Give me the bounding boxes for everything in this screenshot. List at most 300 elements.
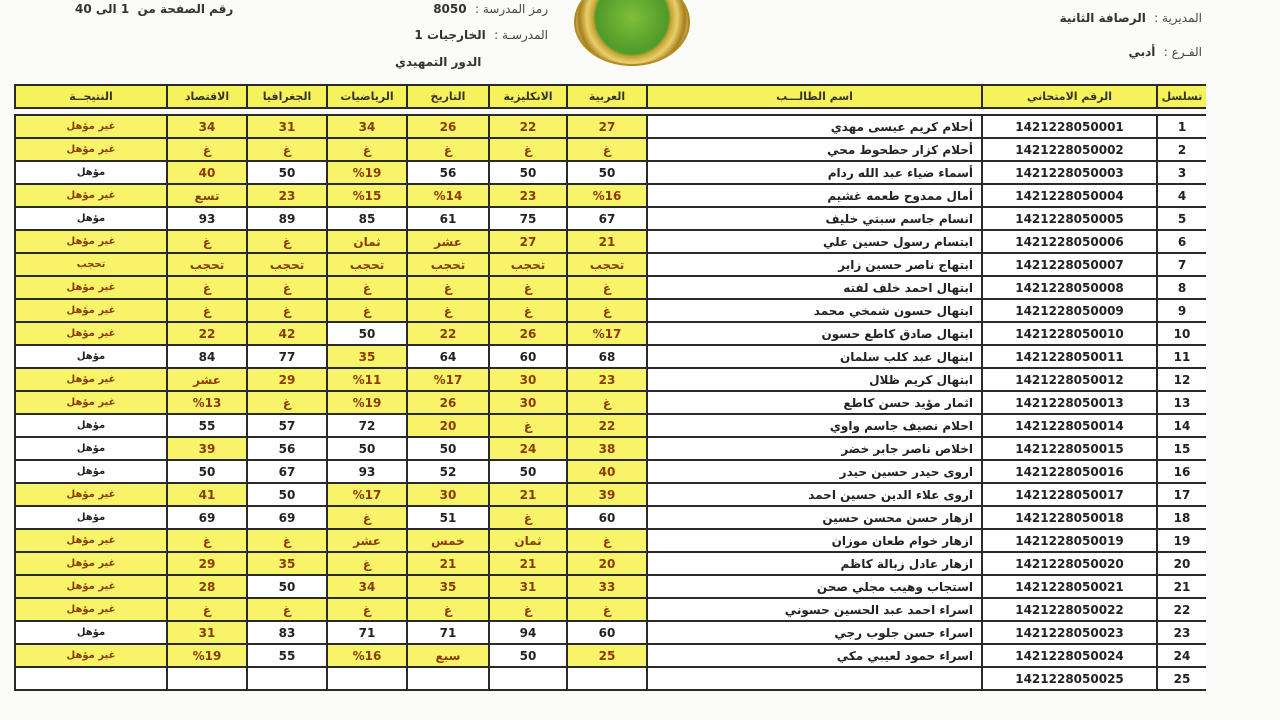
cell-english: 23 <box>489 184 567 207</box>
cell-economics: 39 <box>167 437 247 460</box>
cell-student-name: اروى حيدر حسين حيدر <box>647 460 982 483</box>
cell-english: 30 <box>489 368 567 391</box>
cell-serial: 2 <box>1157 138 1206 161</box>
cell-geography: 50 <box>247 483 327 506</box>
cell-serial: 4 <box>1157 184 1206 207</box>
cell-geography: غ <box>247 391 327 414</box>
cell-history: 71 <box>407 621 489 644</box>
directorate <box>1060 11 1202 25</box>
column-header-english: الانكليزية <box>489 85 567 108</box>
page-range <box>75 2 233 16</box>
column-header-history: التاريخ <box>407 85 489 108</box>
cell-math: 35 <box>327 345 407 368</box>
cell-arabic: غ <box>567 529 647 552</box>
cell-math: 72 <box>327 414 407 437</box>
results-table-container <box>14 84 1206 720</box>
table-row <box>15 368 1206 391</box>
cell-english <box>489 667 567 690</box>
column-header-economics: الاقتصاد <box>167 85 247 108</box>
column-header-exam-number: الرقم الامتحاني <box>982 85 1157 108</box>
cell-geography: غ <box>247 230 327 253</box>
table-row <box>15 276 1206 299</box>
cell-student-name: ازهار عادل زبالة كاظم <box>647 552 982 575</box>
cell-geography: 23 <box>247 184 327 207</box>
cell-result: مؤهل <box>15 460 167 483</box>
cell-math: 50 <box>327 437 407 460</box>
cell-english: 31 <box>489 575 567 598</box>
cell-economics: 28 <box>167 575 247 598</box>
cell-exam-number: 1421228050023 <box>982 621 1157 644</box>
cell-serial: 9 <box>1157 299 1206 322</box>
cell-geography: غ <box>247 598 327 621</box>
cell-economics: تحجب <box>167 253 247 276</box>
cell-arabic: 25 <box>567 644 647 667</box>
cell-math: عشر <box>327 529 407 552</box>
cell-student-name: ابتهال كريم ظلال <box>647 368 982 391</box>
cell-english: 22 <box>489 115 567 138</box>
cell-result: غير مؤهل <box>15 184 167 207</box>
cell-english: 30 <box>489 391 567 414</box>
cell-geography: 35 <box>247 552 327 575</box>
cell-exam-number: 1421228050017 <box>982 483 1157 506</box>
cell-english: غ <box>489 138 567 161</box>
cell-student-name: اسراء احمد عبد الحسين حسوني <box>647 598 982 621</box>
cell-serial: 8 <box>1157 276 1206 299</box>
cell-student-name: ابتهاج ناصر حسين زاير <box>647 253 982 276</box>
cell-result: مؤهل <box>15 414 167 437</box>
cell-result <box>15 667 167 690</box>
cell-exam-number: 1421228050012 <box>982 368 1157 391</box>
cell-math: %19 <box>327 391 407 414</box>
cell-math: غ <box>327 138 407 161</box>
table-row <box>15 483 1206 506</box>
cell-economics: 31 <box>167 621 247 644</box>
cell-arabic: 27 <box>567 115 647 138</box>
cell-serial: 10 <box>1157 322 1206 345</box>
cell-math: غ <box>327 598 407 621</box>
cell-exam-number: 1421228050011 <box>982 345 1157 368</box>
column-header-geography: الجغرافيا <box>247 85 327 108</box>
cell-history: غ <box>407 598 489 621</box>
cell-math: غ <box>327 299 407 322</box>
cell-math: 50 <box>327 322 407 345</box>
cell-math: %16 <box>327 644 407 667</box>
cell-english: غ <box>489 598 567 621</box>
cell-history: 26 <box>407 115 489 138</box>
cell-economics: 34 <box>167 115 247 138</box>
cell-arabic: 68 <box>567 345 647 368</box>
cell-serial: 7 <box>1157 253 1206 276</box>
cell-arabic: 33 <box>567 575 647 598</box>
cell-economics: 29 <box>167 552 247 575</box>
school-code-value: 8050 <box>433 2 467 16</box>
cell-student-name: اروى علاء الدين حسين احمد <box>647 483 982 506</box>
table-row <box>15 460 1206 483</box>
cell-exam-number: 1421228050020 <box>982 552 1157 575</box>
cell-math: 93 <box>327 460 407 483</box>
cell-serial: 22 <box>1157 598 1206 621</box>
cell-serial: 20 <box>1157 552 1206 575</box>
table-row <box>15 552 1206 575</box>
cell-history: غ <box>407 138 489 161</box>
column-header-result: النتيجــة <box>15 85 167 108</box>
cell-geography: 69 <box>247 506 327 529</box>
cell-exam-number: 1421228050005 <box>982 207 1157 230</box>
cell-english: غ <box>489 506 567 529</box>
cell-arabic: %16 <box>567 184 647 207</box>
cell-arabic: 60 <box>567 506 647 529</box>
cell-economics: 84 <box>167 345 247 368</box>
cell-student-name: ابتسام رسول حسين علي <box>647 230 982 253</box>
cell-serial: 25 <box>1157 667 1206 690</box>
column-header-serial: تسلسل <box>1157 85 1206 108</box>
cell-english: 50 <box>489 460 567 483</box>
cell-arabic: 38 <box>567 437 647 460</box>
cell-economics: غ <box>167 230 247 253</box>
school-label: المدرسـة : <box>494 28 548 42</box>
cell-exam-number: 1421228050006 <box>982 230 1157 253</box>
cell-geography: 29 <box>247 368 327 391</box>
cell-english: 94 <box>489 621 567 644</box>
cell-exam-number: 1421228050008 <box>982 276 1157 299</box>
branch-label: الفـرع : <box>1163 45 1202 59</box>
cell-serial: 6 <box>1157 230 1206 253</box>
cell-economics: 41 <box>167 483 247 506</box>
school-code <box>433 2 548 16</box>
cell-serial: 15 <box>1157 437 1206 460</box>
cell-history: عشر <box>407 230 489 253</box>
cell-exam-number: 1421228050003 <box>982 161 1157 184</box>
page-range-label: رقم الصفحة من <box>137 2 234 16</box>
cell-result: غير مؤهل <box>15 322 167 345</box>
cell-math <box>327 667 407 690</box>
cell-arabic: 60 <box>567 621 647 644</box>
cell-serial: 16 <box>1157 460 1206 483</box>
cell-math: 85 <box>327 207 407 230</box>
cell-arabic: غ <box>567 598 647 621</box>
cell-economics: غ <box>167 276 247 299</box>
cell-result: مؤهل <box>15 161 167 184</box>
cell-math: 71 <box>327 621 407 644</box>
cell-english: 24 <box>489 437 567 460</box>
cell-arabic: 40 <box>567 460 647 483</box>
table-row <box>15 345 1206 368</box>
cell-exam-number: 1421228050007 <box>982 253 1157 276</box>
cell-math: %17 <box>327 483 407 506</box>
cell-student-name: اسراء حمود لعيبي مكي <box>647 644 982 667</box>
cell-result: مؤهل <box>15 345 167 368</box>
table-row <box>15 621 1206 644</box>
cell-exam-number: 1421228050025 <box>982 667 1157 690</box>
table-row <box>15 253 1206 276</box>
cell-arabic: غ <box>567 276 647 299</box>
cell-geography: 31 <box>247 115 327 138</box>
column-header-arabic: العربية <box>567 85 647 108</box>
cell-student-name: ازهار حسن محسن حسين <box>647 506 982 529</box>
cell-arabic: 20 <box>567 552 647 575</box>
cell-result: غير مؤهل <box>15 575 167 598</box>
cell-english: غ <box>489 414 567 437</box>
cell-serial: 24 <box>1157 644 1206 667</box>
cell-serial: 1 <box>1157 115 1206 138</box>
cell-geography: 56 <box>247 437 327 460</box>
cell-geography: 67 <box>247 460 327 483</box>
cell-serial: 21 <box>1157 575 1206 598</box>
cell-math: %11 <box>327 368 407 391</box>
cell-english: 60 <box>489 345 567 368</box>
school-code-label: رمز المدرسة : <box>474 2 548 16</box>
cell-economics: 93 <box>167 207 247 230</box>
cell-history: 52 <box>407 460 489 483</box>
cell-arabic: غ <box>567 391 647 414</box>
cell-student-name <box>647 667 982 690</box>
ministry-logo <box>574 0 690 66</box>
cell-geography: 50 <box>247 161 327 184</box>
cell-arabic: 39 <box>567 483 647 506</box>
directorate-label: المديرية : <box>1154 11 1202 25</box>
column-header-student-name: اسم الطالـــب <box>647 85 982 108</box>
table-row <box>15 230 1206 253</box>
header-gap-cell <box>15 108 1206 115</box>
cell-serial: 12 <box>1157 368 1206 391</box>
cell-result: غير مؤهل <box>15 598 167 621</box>
cell-result: غير مؤهل <box>15 552 167 575</box>
table-row <box>15 437 1206 460</box>
cell-economics: %13 <box>167 391 247 414</box>
cell-exam-number: 1421228050013 <box>982 391 1157 414</box>
cell-economics: %19 <box>167 644 247 667</box>
cell-english: 50 <box>489 161 567 184</box>
school-value: الخارجيات 1 <box>414 28 486 42</box>
exam-round: الدور التمهيدي <box>395 55 482 69</box>
cell-student-name: احلام نصيف جاسم واوي <box>647 414 982 437</box>
cell-result: تحجب <box>15 253 167 276</box>
cell-english: 26 <box>489 322 567 345</box>
cell-economics: غ <box>167 299 247 322</box>
cell-english: تحجب <box>489 253 567 276</box>
cell-geography: 77 <box>247 345 327 368</box>
cell-exam-number: 1421228050009 <box>982 299 1157 322</box>
cell-student-name: اخلاص ناصر جابر خضر <box>647 437 982 460</box>
cell-english: 50 <box>489 644 567 667</box>
cell-economics: عشر <box>167 368 247 391</box>
directorate-value: الرصافة الثانية <box>1059 11 1146 25</box>
cell-history: غ <box>407 299 489 322</box>
branch-value: أدبي <box>1128 45 1156 59</box>
cell-serial: 11 <box>1157 345 1206 368</box>
cell-result: غير مؤهل <box>15 230 167 253</box>
cell-math: غ <box>327 276 407 299</box>
cell-math: غ <box>327 552 407 575</box>
header-gap <box>15 108 1206 115</box>
cell-geography: غ <box>247 529 327 552</box>
cell-geography <box>247 667 327 690</box>
table-row <box>15 207 1206 230</box>
cell-economics <box>167 667 247 690</box>
cell-geography: غ <box>247 299 327 322</box>
cell-geography: 83 <box>247 621 327 644</box>
cell-exam-number: 1421228050016 <box>982 460 1157 483</box>
cell-english: غ <box>489 276 567 299</box>
cell-result: غير مؤهل <box>15 644 167 667</box>
cell-result: غير مؤهل <box>15 276 167 299</box>
cell-result: غير مؤهل <box>15 115 167 138</box>
table-row <box>15 506 1206 529</box>
cell-math: %15 <box>327 184 407 207</box>
cell-geography: تحجب <box>247 253 327 276</box>
cell-exam-number: 1421228050021 <box>982 575 1157 598</box>
cell-history: 26 <box>407 391 489 414</box>
cell-serial: 23 <box>1157 621 1206 644</box>
cell-economics: غ <box>167 138 247 161</box>
cell-serial: 13 <box>1157 391 1206 414</box>
cell-student-name: ازهار خوام طعان موزان <box>647 529 982 552</box>
cell-geography: 50 <box>247 575 327 598</box>
cell-student-name: أحلام كريم عيسى مهدي <box>647 115 982 138</box>
cell-arabic: 67 <box>567 207 647 230</box>
cell-serial: 19 <box>1157 529 1206 552</box>
table-row <box>15 667 1206 690</box>
cell-student-name: انسام جاسم سبتي خليف <box>647 207 982 230</box>
cell-student-name: اسراء حسن جلوب رجي <box>647 621 982 644</box>
column-header-math: الرياضيات <box>327 85 407 108</box>
cell-exam-number: 1421228050010 <box>982 322 1157 345</box>
cell-arabic: 50 <box>567 161 647 184</box>
table-header-row <box>15 85 1206 108</box>
cell-math: غ <box>327 506 407 529</box>
cell-geography: غ <box>247 138 327 161</box>
cell-economics: 40 <box>167 161 247 184</box>
cell-economics: 50 <box>167 460 247 483</box>
table-row <box>15 299 1206 322</box>
cell-history: %17 <box>407 368 489 391</box>
cell-history: 56 <box>407 161 489 184</box>
cell-history: غ <box>407 276 489 299</box>
results-table <box>14 84 1206 691</box>
cell-exam-number: 1421228050018 <box>982 506 1157 529</box>
cell-geography: 57 <box>247 414 327 437</box>
cell-economics: غ <box>167 598 247 621</box>
cell-english: 75 <box>489 207 567 230</box>
cell-history: 51 <box>407 506 489 529</box>
cell-exam-number: 1421228050004 <box>982 184 1157 207</box>
cell-economics: تسع <box>167 184 247 207</box>
cell-serial: 18 <box>1157 506 1206 529</box>
cell-arabic: 21 <box>567 230 647 253</box>
cell-result: مؤهل <box>15 437 167 460</box>
table-row <box>15 391 1206 414</box>
cell-student-name: أمال ممدوح طعمه غشيم <box>647 184 982 207</box>
cell-arabic <box>567 667 647 690</box>
cell-arabic: غ <box>567 299 647 322</box>
table-row <box>15 644 1206 667</box>
table-row <box>15 161 1206 184</box>
cell-exam-number: 1421228050019 <box>982 529 1157 552</box>
table-row <box>15 138 1206 161</box>
cell-english: 21 <box>489 552 567 575</box>
cell-result: غير مؤهل <box>15 138 167 161</box>
cell-english: غ <box>489 299 567 322</box>
cell-student-name: استجاب وهيب مجلي صحن <box>647 575 982 598</box>
cell-math: تحجب <box>327 253 407 276</box>
cell-history: 20 <box>407 414 489 437</box>
cell-history: خمس <box>407 529 489 552</box>
cell-history: 30 <box>407 483 489 506</box>
cell-student-name: ابتهال عبد كلب سلمان <box>647 345 982 368</box>
table-row <box>15 598 1206 621</box>
cell-english: 27 <box>489 230 567 253</box>
cell-arabic: %17 <box>567 322 647 345</box>
cell-history: 50 <box>407 437 489 460</box>
table-row <box>15 184 1206 207</box>
cell-history: 35 <box>407 575 489 598</box>
cell-result: غير مؤهل <box>15 483 167 506</box>
table-row <box>15 575 1206 598</box>
cell-economics: 22 <box>167 322 247 345</box>
cell-student-name: اثمار مؤيد حسن كاطع <box>647 391 982 414</box>
cell-math: 34 <box>327 115 407 138</box>
cell-history: 21 <box>407 552 489 575</box>
table-row <box>15 529 1206 552</box>
cell-arabic: تحجب <box>567 253 647 276</box>
cell-history <box>407 667 489 690</box>
cell-result: غير مؤهل <box>15 529 167 552</box>
cell-math: 34 <box>327 575 407 598</box>
cell-math: %19 <box>327 161 407 184</box>
cell-serial: 17 <box>1157 483 1206 506</box>
cell-geography: غ <box>247 276 327 299</box>
cell-exam-number: 1421228050001 <box>982 115 1157 138</box>
cell-economics: غ <box>167 529 247 552</box>
cell-geography: 55 <box>247 644 327 667</box>
cell-english: ثمان <box>489 529 567 552</box>
cell-exam-number: 1421228050024 <box>982 644 1157 667</box>
cell-english: 21 <box>489 483 567 506</box>
table-row <box>15 414 1206 437</box>
cell-student-name: ابتهال حسون شمخي محمد <box>647 299 982 322</box>
cell-economics: 69 <box>167 506 247 529</box>
cell-geography: 42 <box>247 322 327 345</box>
cell-serial: 3 <box>1157 161 1206 184</box>
cell-history: تحجب <box>407 253 489 276</box>
table-row <box>15 115 1206 138</box>
cell-history: 22 <box>407 322 489 345</box>
school <box>414 28 548 42</box>
page-range-value: 1 الى 40 <box>75 2 130 16</box>
cell-history: 64 <box>407 345 489 368</box>
cell-student-name: ابتهال احمد خلف لفته <box>647 276 982 299</box>
cell-arabic: 23 <box>567 368 647 391</box>
cell-student-name: أحلام كزار حطحوط محي <box>647 138 982 161</box>
cell-student-name: ابتهال صادق كاطع حسون <box>647 322 982 345</box>
cell-result: مؤهل <box>15 506 167 529</box>
cell-history: 61 <box>407 207 489 230</box>
cell-result: غير مؤهل <box>15 368 167 391</box>
cell-result: مؤهل <box>15 621 167 644</box>
cell-result: غير مؤهل <box>15 391 167 414</box>
cell-result: غير مؤهل <box>15 299 167 322</box>
table-row <box>15 322 1206 345</box>
cell-arabic: 22 <box>567 414 647 437</box>
cell-arabic: غ <box>567 138 647 161</box>
cell-math: ثمان <box>327 230 407 253</box>
cell-history: %14 <box>407 184 489 207</box>
branch <box>1129 45 1203 59</box>
cell-economics: 55 <box>167 414 247 437</box>
cell-serial: 5 <box>1157 207 1206 230</box>
cell-serial: 14 <box>1157 414 1206 437</box>
cell-exam-number: 1421228050002 <box>982 138 1157 161</box>
